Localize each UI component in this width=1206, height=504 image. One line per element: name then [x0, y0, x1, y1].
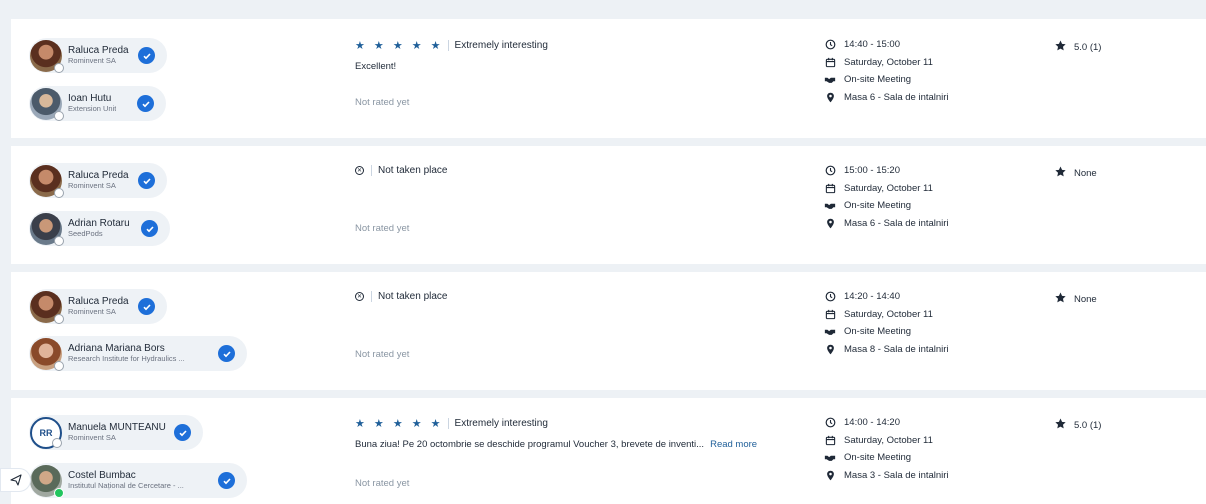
rating-label: Extremely interesting: [454, 418, 548, 429]
calendar-icon: [824, 183, 836, 194]
avatar: [30, 338, 62, 370]
clock-icon: [824, 39, 836, 50]
avatar: [30, 291, 62, 323]
participant-chip[interactable]: [29, 38, 167, 73]
calendar-icon: [824, 435, 836, 446]
meeting-date: Saturday, October 11: [844, 56, 933, 68]
star-icon: [1055, 40, 1066, 54]
status-indicator: [54, 314, 64, 324]
meeting-time: 14:00 - 14:20: [844, 417, 900, 428]
meeting-score: [1055, 418, 1101, 432]
location-pin-icon: [824, 470, 836, 481]
location-pin-icon: [824, 92, 836, 103]
clock-icon: [824, 417, 836, 428]
verified-check-icon: [138, 298, 155, 315]
handshake-icon: [824, 453, 836, 462]
meeting-info: [824, 162, 949, 232]
rating-line: [355, 39, 548, 52]
participant-org: Rominvent SA: [68, 181, 116, 190]
calendar-icon: [824, 57, 836, 68]
rating-label: Extremely interesting: [454, 40, 548, 51]
cancel-circle-icon: ✕: [356, 293, 363, 300]
meeting-score: [1055, 292, 1097, 306]
star-icon: [1055, 166, 1066, 180]
star-rating-icon: ★ ★ ★ ★ ★: [355, 418, 444, 430]
participant-name: Manuela MUNTEANU: [68, 422, 166, 434]
participant-name: Costel Bumbac: [68, 470, 136, 482]
star-rating-icon: ★ ★ ★ ★ ★: [355, 40, 444, 52]
score-value: 5.0 (1): [1074, 419, 1102, 431]
comment-text: Buna ziua! Pe 20 octombrie se deschide programul Voucher 3, brevete de inventi...: [355, 439, 705, 450]
meeting-date: Saturday, October 11: [844, 434, 933, 446]
avatar: [30, 88, 62, 120]
meeting-info: [824, 414, 949, 484]
participant-chip[interactable]: [29, 415, 203, 450]
participant-chip[interactable]: [29, 289, 167, 324]
participant-chip[interactable]: [29, 463, 247, 498]
participant-org: Rominvent SA: [68, 307, 116, 316]
meeting-time: 15:00 - 15:20: [844, 165, 900, 176]
meeting-status: Not taken place: [378, 291, 448, 302]
rating-line: [355, 417, 548, 430]
status-indicator: [54, 236, 64, 246]
meeting-score: [1055, 40, 1101, 54]
meeting-card: [11, 272, 1206, 390]
divider: [371, 291, 372, 302]
score-value: None: [1074, 293, 1097, 305]
participant-name: Raluca Preda: [68, 170, 129, 182]
status-indicator: [54, 188, 64, 198]
participant-chip[interactable]: [29, 163, 167, 198]
status-indicator: [54, 488, 64, 498]
participant-org: Extension Unit: [68, 104, 117, 113]
avatar: [30, 165, 62, 197]
cancel-circle-icon: ✕: [356, 167, 363, 174]
calendar-icon: [824, 309, 836, 320]
participant-name: Raluca Preda: [68, 45, 129, 57]
avatar: [30, 213, 62, 245]
partner-rating: Not rated yet: [355, 223, 410, 234]
meeting-info: [824, 288, 949, 358]
partner-rating: Not rated yet: [355, 478, 410, 489]
participant-chip[interactable]: [29, 336, 247, 371]
meeting-type: On-site Meeting: [844, 452, 912, 463]
meeting-type: On-site Meeting: [844, 200, 912, 211]
meeting-score: [1055, 166, 1097, 180]
clock-icon: [824, 291, 836, 302]
participant-name: Raluca Preda: [68, 296, 129, 308]
status-indicator: [52, 438, 62, 448]
handshake-icon: [824, 201, 836, 210]
verified-check-icon: [174, 424, 191, 441]
meeting-card: [11, 398, 1206, 504]
meeting-info: [824, 36, 949, 106]
verified-check-icon: [141, 220, 158, 237]
meeting-card: [11, 146, 1206, 264]
clock-icon: [824, 165, 836, 176]
avatar: [30, 40, 62, 72]
participant-name: Adrian Rotaru: [68, 218, 130, 230]
meeting-time: 14:40 - 15:00: [844, 39, 900, 50]
handshake-icon: [824, 327, 836, 336]
avatar: [30, 465, 62, 497]
handshake-icon: [824, 75, 836, 84]
meeting-date: Saturday, October 11: [844, 308, 933, 320]
score-value: None: [1074, 167, 1097, 179]
meeting-location: Masa 6 - Sala de intalniri: [844, 217, 949, 229]
meeting-location: Masa 8 - Sala de intalniri: [844, 343, 949, 355]
location-pin-icon: [824, 218, 836, 229]
partner-rating: Not rated yet: [355, 349, 410, 360]
meeting-status: Not taken place: [378, 165, 448, 176]
meeting-location: Masa 6 - Sala de intalniri: [844, 91, 949, 103]
status-indicator: [54, 361, 64, 371]
participant-chip[interactable]: [29, 211, 170, 246]
participant-name: Adriana Mariana Bors: [68, 343, 165, 355]
participant-org: Rominvent SA: [68, 433, 116, 442]
status-indicator: [54, 63, 64, 73]
company-logo-avatar: RR: [30, 417, 62, 449]
status-indicator: [54, 111, 64, 121]
divider: [448, 418, 449, 429]
verified-check-icon: [138, 172, 155, 189]
meeting-type: On-site Meeting: [844, 326, 912, 337]
verified-check-icon: [218, 345, 235, 362]
participant-chip[interactable]: [29, 86, 166, 121]
read-more-link[interactable]: Read more: [710, 439, 758, 450]
status-line: [355, 291, 448, 302]
meeting-location: Masa 3 - Sala de intalniri: [844, 469, 949, 481]
meeting-time: 14:20 - 14:40: [844, 291, 900, 302]
verified-check-icon: [138, 47, 155, 64]
participant-org: SeedPods: [68, 229, 103, 238]
verified-check-icon: [137, 95, 154, 112]
location-pin-icon: [824, 344, 836, 355]
meeting-card: [11, 19, 1206, 138]
divider: [371, 165, 372, 176]
send-feedback-button[interactable]: [0, 468, 31, 492]
participant-org: Research Institute for Hydraulics ...: [68, 354, 185, 363]
meetings-list: [11, 19, 1206, 504]
participant-name: Ioan Hutu: [68, 93, 112, 105]
divider: [448, 40, 449, 51]
verified-check-icon: [218, 472, 235, 489]
meeting-comment: [355, 439, 757, 450]
participant-org: Institutul Național de Cercetare - ...: [68, 481, 184, 490]
partner-rating: Not rated yet: [355, 97, 410, 108]
send-icon: [10, 474, 22, 486]
meeting-comment: Excellent!: [355, 61, 397, 72]
star-icon: [1055, 292, 1066, 306]
star-icon: [1055, 418, 1066, 432]
status-line: [355, 165, 448, 176]
meeting-date: Saturday, October 11: [844, 182, 933, 194]
meeting-type: On-site Meeting: [844, 74, 912, 85]
participant-org: Rominvent SA: [68, 56, 116, 65]
score-value: 5.0 (1): [1074, 41, 1102, 53]
